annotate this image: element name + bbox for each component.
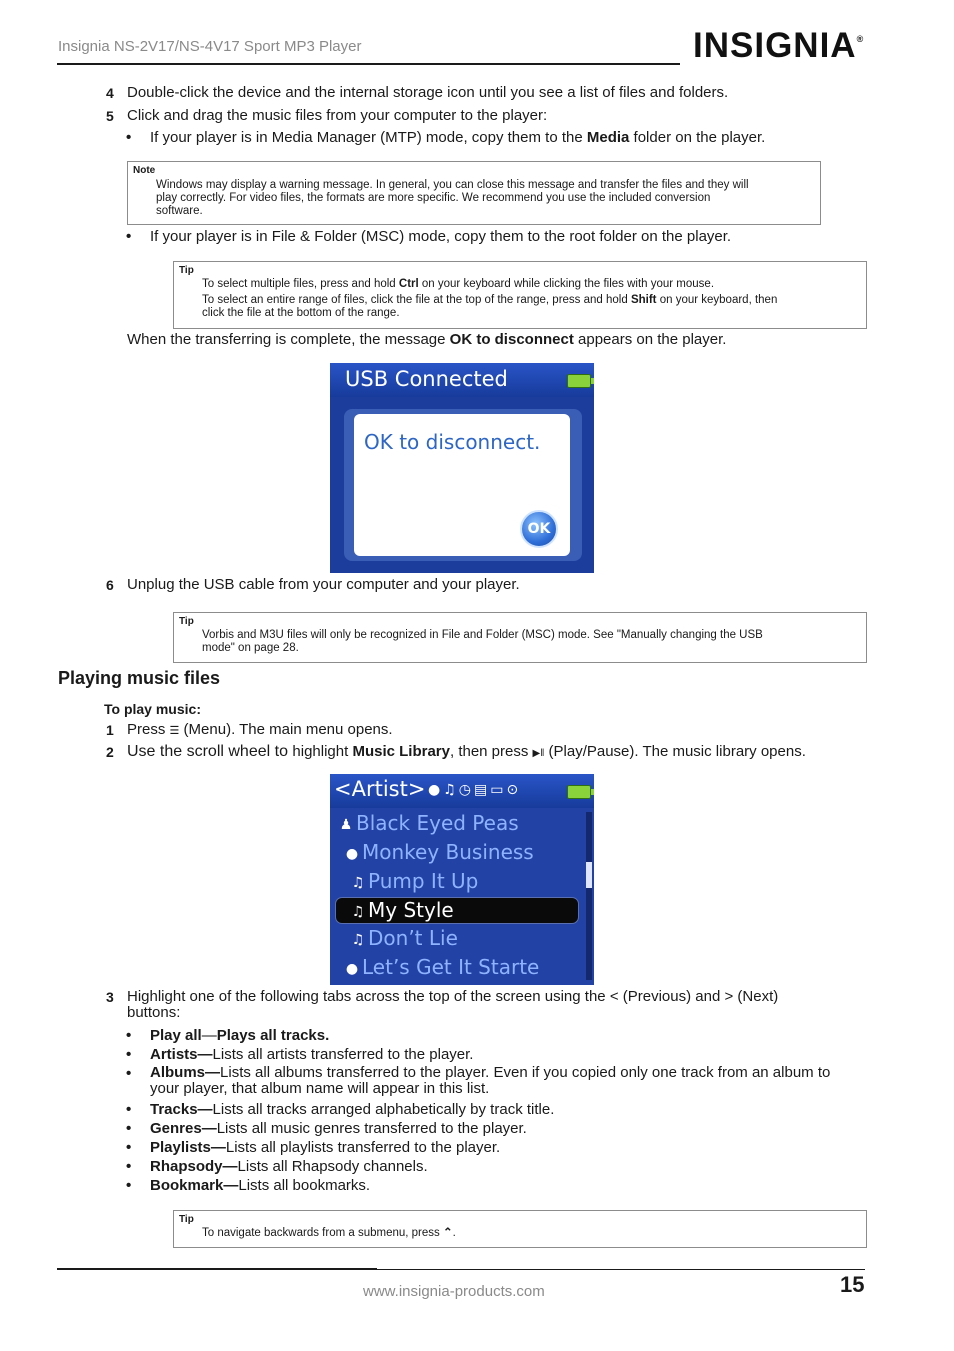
dialog-box bbox=[354, 414, 570, 556]
scroll-thumb bbox=[586, 862, 592, 888]
menu-icon: ☰ bbox=[169, 725, 180, 737]
insignia-logo: INSIGNIA® bbox=[693, 26, 865, 65]
screen-title-bar bbox=[330, 363, 594, 397]
scrollbar bbox=[586, 812, 592, 980]
note-text: Windows may display a warning message. In general, you can close this message and transfer the files and they will play correctly. For video files, the formats are more specific. We recommend you use the included conversion software. bbox=[156, 179, 749, 217]
tip-label: Tip bbox=[179, 616, 194, 627]
list-item: ♫ Pump It Up bbox=[348, 869, 592, 896]
tip-text: Vorbis and M3U files will only be recognized in File and Folder (MSC) mode. See "Manually changing the USB mode" on page 28. bbox=[202, 629, 763, 654]
page-number: 15 bbox=[840, 1272, 865, 1297]
note-box bbox=[127, 161, 821, 225]
list-item: ♫ Don’t Lie bbox=[348, 926, 592, 953]
screen-tab-bar bbox=[330, 774, 594, 808]
play-pause-icon: ▶‖ bbox=[532, 748, 545, 759]
dialog-message: OK to disconnect. bbox=[364, 430, 541, 454]
tip-text: To select multiple files, press and hold Ctrl on your keyboard while clicking the files with your mouse. To select an entire range of files, click the file at the top of the range, press and hold Shift on your keyboard, then click the file at the bottom of the range. bbox=[202, 278, 778, 319]
music-note-icon: ♫ bbox=[351, 931, 365, 948]
tip-text: To navigate backwards from a submenu, press ⌃. bbox=[202, 1227, 456, 1239]
section-title: Playing music files bbox=[58, 668, 221, 688]
footer-url: www.insignia-products.com bbox=[363, 1283, 545, 1300]
tip-box-select bbox=[173, 261, 867, 329]
header-rule bbox=[57, 63, 680, 65]
up-caret-icon: ⌃ bbox=[442, 1227, 453, 1239]
next-icon: > bbox=[724, 988, 734, 1005]
tip-label: Tip bbox=[179, 1214, 194, 1225]
battery-icon bbox=[567, 785, 591, 799]
album-icon: ● bbox=[345, 845, 359, 862]
album-icon: ● bbox=[345, 960, 359, 977]
music-note-icon: ♫ bbox=[351, 903, 365, 920]
procedure-heading: To play music: bbox=[104, 701, 201, 717]
battery-icon bbox=[567, 374, 591, 388]
tip-box-navigate bbox=[173, 1210, 867, 1248]
list-item: ♟ Black Eyed Peas bbox=[336, 811, 580, 838]
artist-tab: <Artist> bbox=[334, 777, 426, 801]
tip-box-formats bbox=[173, 612, 867, 663]
usb-connected-screen bbox=[330, 363, 594, 573]
artist-icon: ♟ bbox=[339, 816, 353, 833]
list-item: ● Let’s Get It Starte bbox=[342, 955, 586, 982]
tab-icons: ●♫◷▤▭⊙ bbox=[428, 782, 522, 798]
music-library-screen bbox=[330, 774, 594, 985]
footer-rule bbox=[377, 1269, 865, 1270]
screen-title: USB Connected bbox=[345, 367, 508, 391]
footer-rule bbox=[57, 1268, 377, 1270]
ok-button: OK bbox=[520, 510, 558, 548]
list-item-selected: ♫ My Style bbox=[335, 897, 579, 924]
list-item: ● Monkey Business bbox=[342, 840, 586, 867]
previous-icon: < bbox=[609, 988, 619, 1005]
tip-label: Tip bbox=[179, 265, 194, 276]
complete-message: When the transferring is complete, the message OK to disconnect appears on the player. bbox=[127, 331, 727, 348]
note-label: Note bbox=[133, 165, 156, 176]
running-header: Insignia NS-2V17/NS-4V17 Sport MP3 Player bbox=[58, 38, 362, 55]
music-note-icon: ♫ bbox=[351, 874, 365, 891]
